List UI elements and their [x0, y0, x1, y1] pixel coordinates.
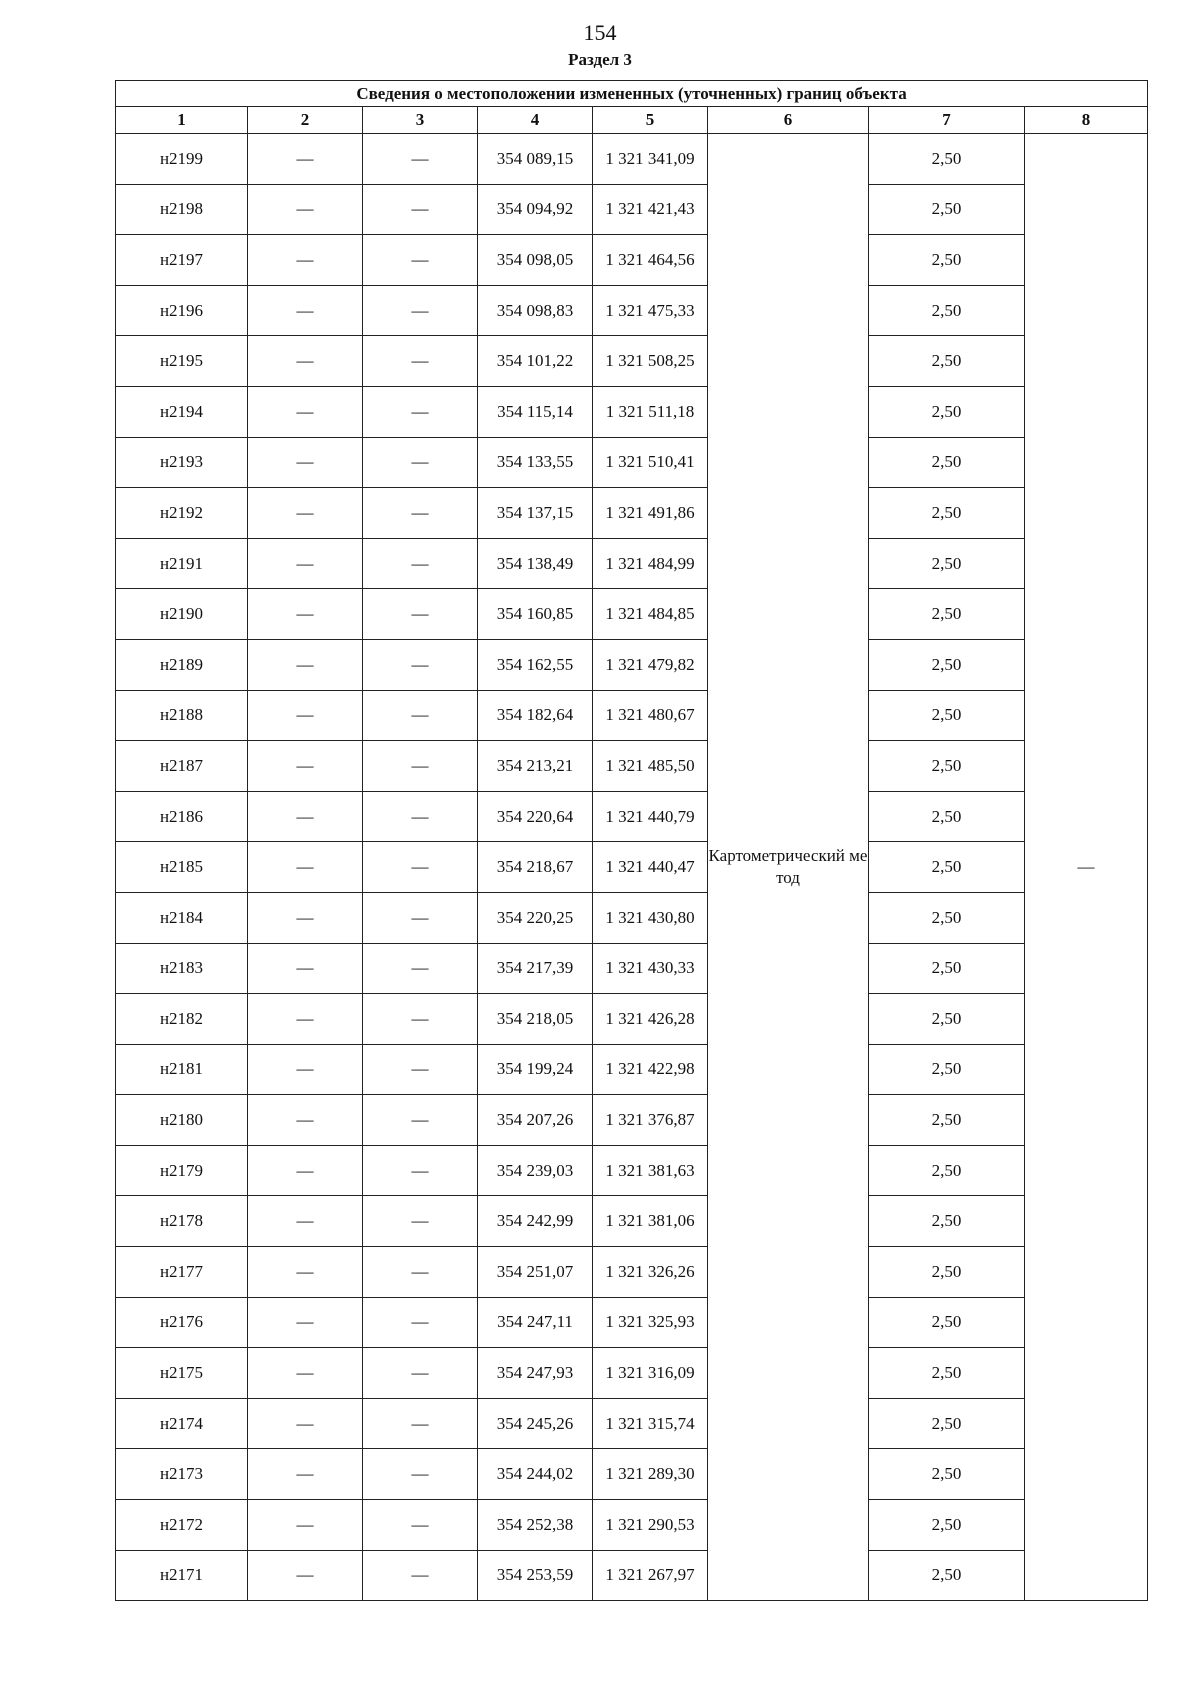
point-name-cell: н2178 [116, 1196, 248, 1247]
empty-value-cell: — [248, 690, 363, 741]
accuracy-cell: 2,50 [869, 1044, 1025, 1095]
empty-value-cell: — [363, 589, 478, 640]
coordinate-y-cell: 1 321 341,09 [593, 134, 708, 185]
empty-value-cell: — [363, 1348, 478, 1399]
coordinate-y-cell: 1 321 484,99 [593, 538, 708, 589]
empty-value-cell: — [248, 134, 363, 185]
empty-value-cell: — [363, 1095, 478, 1146]
table-body [116, 134, 1148, 1601]
empty-value-cell: — [363, 1247, 478, 1298]
coordinate-x-cell: 354 089,15 [478, 134, 593, 185]
accuracy-cell: 2,50 [869, 741, 1025, 792]
table-row [116, 488, 1148, 539]
coordinate-y-cell: 1 321 484,85 [593, 589, 708, 640]
coordinate-x-cell: 354 247,93 [478, 1348, 593, 1399]
column-number-7: 7 [869, 107, 1025, 134]
table-row [116, 386, 1148, 437]
coordinate-x-cell: 354 115,14 [478, 386, 593, 437]
point-name-cell: н2189 [116, 639, 248, 690]
coordinate-x-cell: 354 253,59 [478, 1550, 593, 1601]
table-row [116, 639, 1148, 690]
point-name-cell: н2171 [116, 1550, 248, 1601]
table-row [116, 842, 1148, 893]
empty-value-cell: — [363, 1550, 478, 1601]
table-row [116, 994, 1148, 1045]
point-name-cell: н2177 [116, 1247, 248, 1298]
empty-value-cell: — [363, 386, 478, 437]
accuracy-cell: 2,50 [869, 1196, 1025, 1247]
coordinate-x-cell: 354 242,99 [478, 1196, 593, 1247]
point-name-cell: н2181 [116, 1044, 248, 1095]
coordinate-x-cell: 354 101,22 [478, 336, 593, 387]
coordinate-x-cell: 354 138,49 [478, 538, 593, 589]
empty-value-cell: — [248, 488, 363, 539]
point-name-cell: н2179 [116, 1145, 248, 1196]
coordinate-x-cell: 354 244,02 [478, 1449, 593, 1500]
empty-value-cell: — [248, 184, 363, 235]
empty-value-cell: — [363, 538, 478, 589]
point-name-cell: н2198 [116, 184, 248, 235]
point-name-cell: н2192 [116, 488, 248, 539]
table-row [116, 690, 1148, 741]
table-row [116, 1297, 1148, 1348]
coordinate-y-cell: 1 321 510,41 [593, 437, 708, 488]
table-row [116, 791, 1148, 842]
coordinate-y-cell: 1 321 475,33 [593, 285, 708, 336]
coordinate-y-cell: 1 321 464,56 [593, 235, 708, 286]
column-number-1: 1 [116, 107, 248, 134]
empty-value-cell: — [363, 1145, 478, 1196]
coordinate-y-cell: 1 321 290,53 [593, 1500, 708, 1551]
empty-value-cell: — [248, 741, 363, 792]
accuracy-cell: 2,50 [869, 791, 1025, 842]
coordinate-x-cell: 354 199,24 [478, 1044, 593, 1095]
accuracy-cell: 2,50 [869, 1247, 1025, 1298]
coordinate-x-cell: 354 137,15 [478, 488, 593, 539]
accuracy-cell: 2,50 [869, 1550, 1025, 1601]
empty-value-cell: — [248, 1095, 363, 1146]
page-number: 154 [583, 20, 617, 45]
coordinate-y-cell: 1 321 421,43 [593, 184, 708, 235]
empty-value-cell: — [248, 285, 363, 336]
accuracy-cell: 2,50 [869, 538, 1025, 589]
coordinate-x-cell: 354 098,05 [478, 235, 593, 286]
table-row [116, 1196, 1148, 1247]
empty-value-cell: — [248, 1044, 363, 1095]
accuracy-cell: 2,50 [869, 437, 1025, 488]
empty-value-cell: — [363, 184, 478, 235]
coordinate-y-cell: 1 321 511,18 [593, 386, 708, 437]
point-name-cell: н2183 [116, 943, 248, 994]
empty-value-cell: — [363, 1044, 478, 1095]
coordinate-x-cell: 354 245,26 [478, 1398, 593, 1449]
empty-value-cell: — [363, 488, 478, 539]
coordinate-x-cell: 354 182,64 [478, 690, 593, 741]
point-name-cell: н2184 [116, 892, 248, 943]
coordinate-x-cell: 354 207,26 [478, 1095, 593, 1146]
empty-value-cell: — [248, 1398, 363, 1449]
coordinate-y-cell: 1 321 325,93 [593, 1297, 708, 1348]
table-row [116, 1247, 1148, 1298]
accuracy-cell: 2,50 [869, 386, 1025, 437]
point-name-cell: н2172 [116, 1500, 248, 1551]
point-name-cell: н2174 [116, 1398, 248, 1449]
coordinate-y-cell: 1 321 479,82 [593, 639, 708, 690]
empty-value-cell: — [248, 386, 363, 437]
accuracy-cell: 2,50 [869, 1145, 1025, 1196]
accuracy-cell: 2,50 [869, 336, 1025, 387]
table-row [116, 1145, 1148, 1196]
note-cell: — [1025, 134, 1148, 1601]
table-row [116, 235, 1148, 286]
coordinate-y-cell: 1 321 491,86 [593, 488, 708, 539]
accuracy-cell: 2,50 [869, 488, 1025, 539]
empty-value-cell: — [363, 134, 478, 185]
coordinate-y-cell: 1 321 422,98 [593, 1044, 708, 1095]
coordinate-y-cell: 1 321 430,33 [593, 943, 708, 994]
empty-value-cell: — [248, 437, 363, 488]
coordinate-x-cell: 354 218,05 [478, 994, 593, 1045]
empty-value-cell: — [248, 1550, 363, 1601]
accuracy-cell: 2,50 [869, 892, 1025, 943]
coordinate-x-cell: 354 218,67 [478, 842, 593, 893]
point-name-cell: н2193 [116, 437, 248, 488]
table-title: Сведения о местоположении измененных (уточненных) границ объекта [116, 81, 1148, 107]
accuracy-cell: 2,50 [869, 842, 1025, 893]
empty-value-cell: — [248, 842, 363, 893]
point-name-cell: н2173 [116, 1449, 248, 1500]
empty-value-cell: — [248, 994, 363, 1045]
point-name-cell: н2187 [116, 741, 248, 792]
table-row [116, 285, 1148, 336]
point-name-cell: н2195 [116, 336, 248, 387]
coordinate-y-cell: 1 321 508,25 [593, 336, 708, 387]
accuracy-cell: 2,50 [869, 690, 1025, 741]
accuracy-cell: 2,50 [869, 589, 1025, 640]
empty-value-cell: — [363, 791, 478, 842]
method-cell: Картометрический метод [708, 134, 869, 1601]
point-name-cell: н2196 [116, 285, 248, 336]
coordinate-x-cell: 354 160,85 [478, 589, 593, 640]
empty-value-cell: — [363, 1297, 478, 1348]
empty-value-cell: — [363, 741, 478, 792]
column-number-5: 5 [593, 107, 708, 134]
empty-value-cell: — [363, 336, 478, 387]
empty-value-cell: — [363, 892, 478, 943]
coordinate-x-cell: 354 217,39 [478, 943, 593, 994]
accuracy-cell: 2,50 [869, 1398, 1025, 1449]
coordinate-y-cell: 1 321 289,30 [593, 1449, 708, 1500]
empty-value-cell: — [363, 994, 478, 1045]
empty-value-cell: — [363, 842, 478, 893]
coordinate-x-cell: 354 251,07 [478, 1247, 593, 1298]
coordinate-x-cell: 354 247,11 [478, 1297, 593, 1348]
empty-value-cell: — [248, 1297, 363, 1348]
point-name-cell: н2185 [116, 842, 248, 893]
coordinate-y-cell: 1 321 381,63 [593, 1145, 708, 1196]
empty-value-cell: — [248, 1500, 363, 1551]
point-name-cell: н2180 [116, 1095, 248, 1146]
column-number-8: 8 [1025, 107, 1148, 134]
point-name-cell: н2182 [116, 994, 248, 1045]
coordinate-y-cell: 1 321 267,97 [593, 1550, 708, 1601]
coordinate-x-cell: 354 162,55 [478, 639, 593, 690]
coordinate-y-cell: 1 321 326,26 [593, 1247, 708, 1298]
point-name-cell: н2199 [116, 134, 248, 185]
empty-value-cell: — [363, 1196, 478, 1247]
coordinate-x-cell: 354 239,03 [478, 1145, 593, 1196]
coordinate-y-cell: 1 321 480,67 [593, 690, 708, 741]
table-row [116, 943, 1148, 994]
point-name-cell: н2176 [116, 1297, 248, 1348]
empty-value-cell: — [248, 1145, 363, 1196]
accuracy-cell: 2,50 [869, 134, 1025, 185]
empty-value-cell: — [363, 639, 478, 690]
table-row [116, 437, 1148, 488]
accuracy-cell: 2,50 [869, 1449, 1025, 1500]
table-row [116, 589, 1148, 640]
empty-value-cell: — [248, 538, 363, 589]
boundary-table [115, 80, 1148, 1601]
empty-value-cell: — [248, 892, 363, 943]
coordinate-y-cell: 1 321 440,47 [593, 842, 708, 893]
coordinate-y-cell: 1 321 316,09 [593, 1348, 708, 1399]
empty-value-cell: — [248, 336, 363, 387]
table-row [116, 1449, 1148, 1500]
coordinate-x-cell: 354 094,92 [478, 184, 593, 235]
empty-value-cell: — [248, 1247, 363, 1298]
empty-value-cell: — [248, 1348, 363, 1399]
empty-value-cell: — [248, 589, 363, 640]
empty-value-cell: — [363, 285, 478, 336]
accuracy-cell: 2,50 [869, 1095, 1025, 1146]
section-title: Раздел 3 [568, 50, 632, 69]
table-row [116, 1550, 1148, 1601]
accuracy-cell: 2,50 [869, 994, 1025, 1045]
table-row [116, 538, 1148, 589]
column-number-2: 2 [248, 107, 363, 134]
accuracy-cell: 2,50 [869, 1348, 1025, 1399]
empty-value-cell: — [363, 1500, 478, 1551]
empty-value-cell: — [248, 639, 363, 690]
empty-value-cell: — [363, 1398, 478, 1449]
coordinate-x-cell: 354 213,21 [478, 741, 593, 792]
coordinate-y-cell: 1 321 440,79 [593, 791, 708, 842]
coordinate-x-cell: 354 220,64 [478, 791, 593, 842]
coordinate-y-cell: 1 321 381,06 [593, 1196, 708, 1247]
coordinate-x-cell: 354 220,25 [478, 892, 593, 943]
point-name-cell: н2190 [116, 589, 248, 640]
point-name-cell: н2188 [116, 690, 248, 741]
table-row [116, 1044, 1148, 1095]
accuracy-cell: 2,50 [869, 235, 1025, 286]
empty-value-cell: — [248, 1196, 363, 1247]
empty-value-cell: — [363, 235, 478, 286]
coordinate-y-cell: 1 321 315,74 [593, 1398, 708, 1449]
empty-value-cell: — [363, 437, 478, 488]
column-number-4: 4 [478, 107, 593, 134]
empty-value-cell: — [248, 235, 363, 286]
empty-value-cell: — [248, 1449, 363, 1500]
table-row [116, 892, 1148, 943]
table-row [116, 336, 1148, 387]
coordinate-y-cell: 1 321 426,28 [593, 994, 708, 1045]
empty-value-cell: — [363, 1449, 478, 1500]
point-name-cell: н2175 [116, 1348, 248, 1399]
accuracy-cell: 2,50 [869, 1500, 1025, 1551]
column-number-6: 6 [708, 107, 869, 134]
coordinate-y-cell: 1 321 430,80 [593, 892, 708, 943]
table-row [116, 1500, 1148, 1551]
column-number-3: 3 [363, 107, 478, 134]
coordinate-y-cell: 1 321 485,50 [593, 741, 708, 792]
table-row [116, 1348, 1148, 1399]
point-name-cell: н2197 [116, 235, 248, 286]
point-name-cell: н2194 [116, 386, 248, 437]
empty-value-cell: — [363, 690, 478, 741]
coordinate-x-cell: 354 252,38 [478, 1500, 593, 1551]
table-row [116, 1095, 1148, 1146]
point-name-cell: н2191 [116, 538, 248, 589]
accuracy-cell: 2,50 [869, 639, 1025, 690]
table-row [116, 134, 1148, 185]
point-name-cell: н2186 [116, 791, 248, 842]
accuracy-cell: 2,50 [869, 285, 1025, 336]
table-row [116, 741, 1148, 792]
coordinate-x-cell: 354 133,55 [478, 437, 593, 488]
coordinate-y-cell: 1 321 376,87 [593, 1095, 708, 1146]
table-row [116, 1398, 1148, 1449]
empty-value-cell: — [363, 943, 478, 994]
accuracy-cell: 2,50 [869, 943, 1025, 994]
accuracy-cell: 2,50 [869, 1297, 1025, 1348]
table-row [116, 184, 1148, 235]
column-number-row [116, 107, 1148, 134]
accuracy-cell: 2,50 [869, 184, 1025, 235]
coordinate-x-cell: 354 098,83 [478, 285, 593, 336]
empty-value-cell: — [248, 943, 363, 994]
empty-value-cell: — [248, 791, 363, 842]
